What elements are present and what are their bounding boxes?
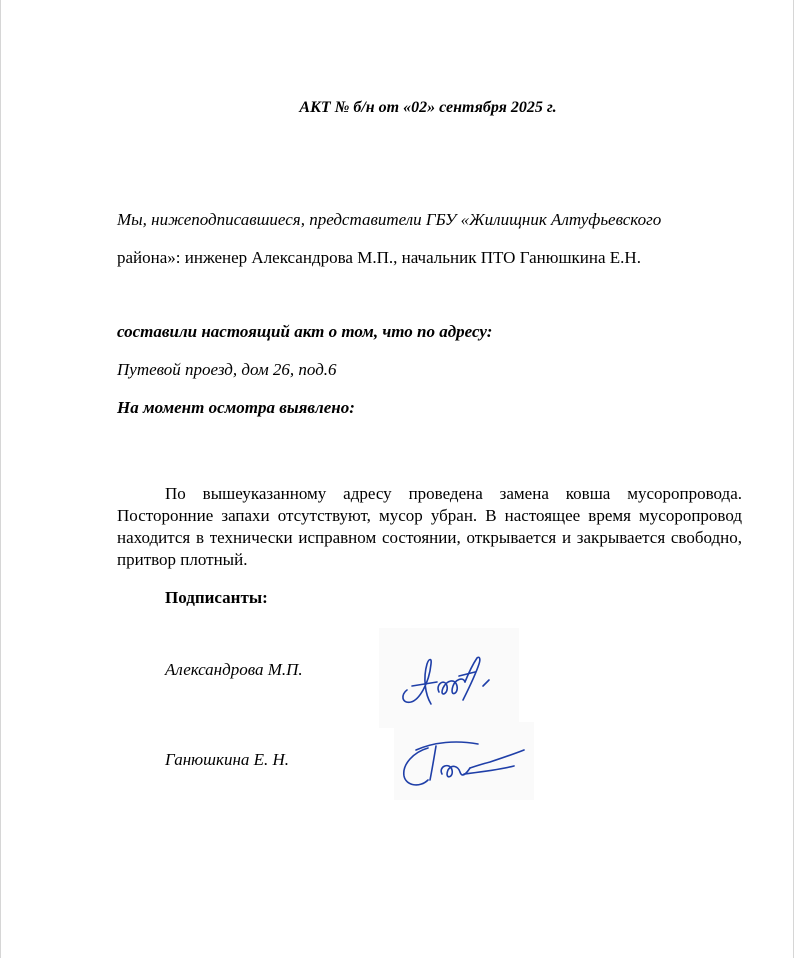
address-text: Путевой проезд, дом 26, под.6 <box>117 360 337 379</box>
signature-2-image <box>394 722 534 800</box>
address-heading: составили настоящий акт о том, что по адресу: <box>117 322 493 341</box>
signer-name-2: Ганюшкина Е. Н. <box>165 750 290 769</box>
intro-line-2: района»: инженер Александрова М.П., начальник ПТО Ганюшкина Е.Н. <box>117 248 641 267</box>
document-title: АКТ № б/н от «02» сентября 2025 г. <box>299 99 557 116</box>
signer-name-1: Александрова М.П. <box>165 660 303 679</box>
signers-heading: Подписанты: <box>165 588 268 607</box>
findings-heading: На момент осмотра выявлено: <box>117 398 355 417</box>
findings-paragraph: По вышеуказанному адресу проведена замена ковша мусоропровода. Посторонние запахи отсутствуют, мусор убран. В настоящее время мусоропровод находится в технически исправном состоянии, открывается и закрывается свободно, притвор плотный. <box>117 484 742 569</box>
intro-line-1: Мы, нижеподписавшиеся, представители ГБУ «Жилищник Алтуфьевского <box>117 210 662 229</box>
signature-1-image <box>379 628 519 728</box>
